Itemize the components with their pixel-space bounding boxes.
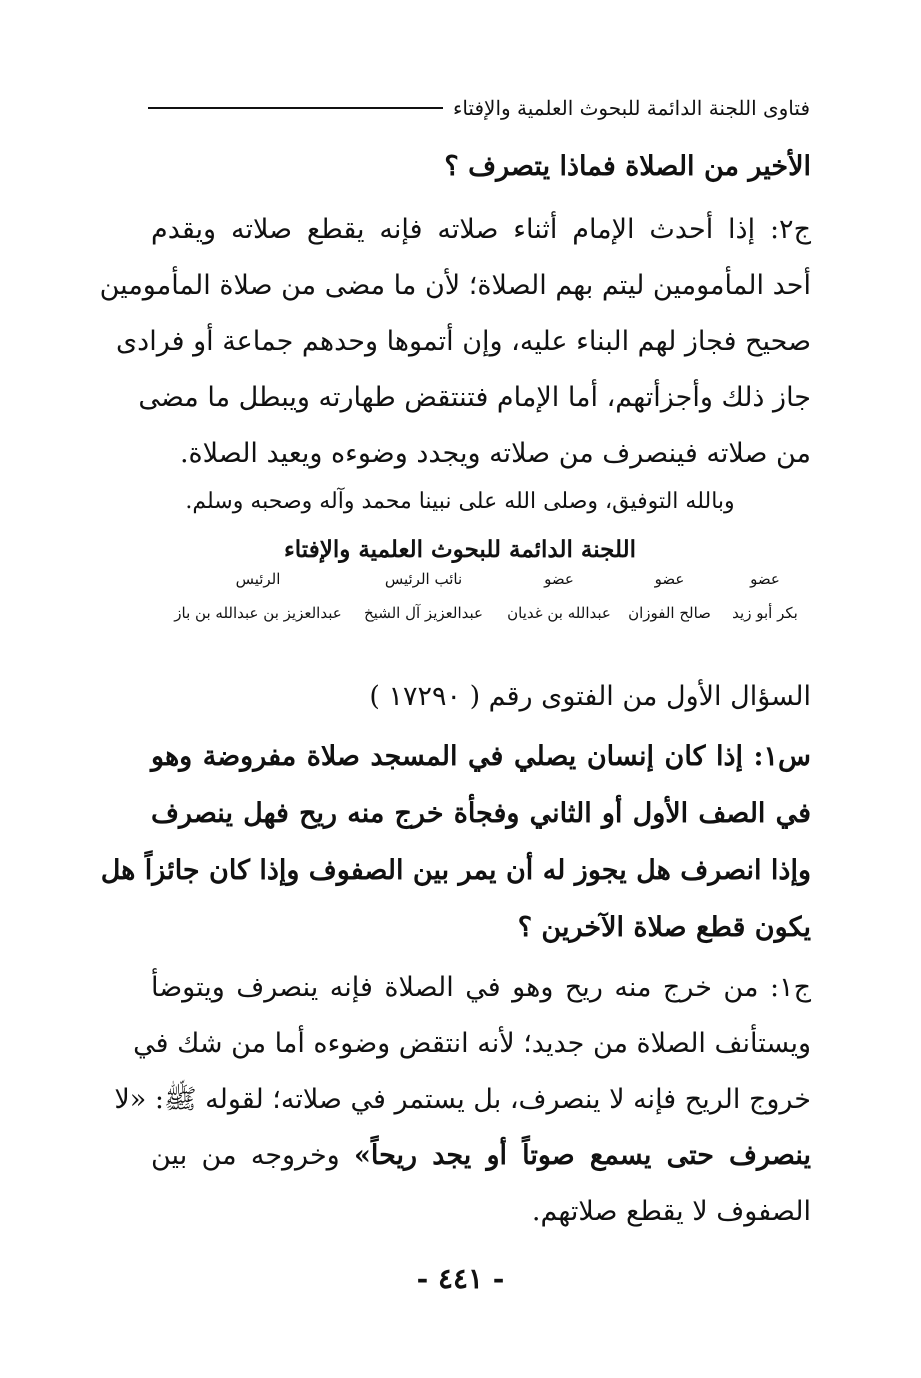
answer-2-line-1: ج٢: إذا أحدث الإمام أثناء صلاته فإنه يقطع صلاته ويقدم bbox=[151, 214, 811, 245]
running-header bbox=[148, 88, 810, 128]
question-1-line-1: س١: إذا كان إنسان يصلي في المسجد صلاة مفروضة وهو bbox=[151, 741, 811, 772]
answer-1-line-2: ويستأنف الصلاة من جديد؛ لأنه انتقض وضوءه أما من شك في bbox=[133, 1028, 811, 1059]
signature-roles bbox=[168, 570, 810, 596]
hadith-quote: ينصرف حتى يسمع صوتاً أو يجد ريحاً» bbox=[354, 1140, 812, 1171]
role-member-3: عضو bbox=[544, 570, 574, 588]
role-president: الرئيس bbox=[235, 570, 281, 588]
answer-2-line-5: من صلاته فينصرف من صلاته ويجدد وضوءه ويعيد الصلاة. bbox=[179, 438, 811, 469]
name-member-1: بكر أبو زيد bbox=[732, 604, 798, 622]
question-ending: الأخير من الصلاة فماذا يتصرف ؟ bbox=[444, 151, 811, 182]
question-1-line-3: وإذا انصرف هل يجوز له أن يمر بين الصفوف وإذا كان جائزاً هل bbox=[100, 855, 811, 886]
signature-names bbox=[168, 604, 810, 632]
answer-1-line-3: خروج الريح فإنه لا ينصرف، بل يستمر في صلاته؛ لقوله ﷺ: «لا bbox=[114, 1084, 811, 1115]
question-1-line-2: في الصف الأول أو الثاني وفجأة خرج منه ريح فهل ينصرف bbox=[151, 798, 811, 829]
closing-line: وبالله التوفيق، وصلى الله على نبينا محمد وآله وصحبه وسلم. bbox=[185, 489, 735, 514]
fatwa-heading: السؤال الأول من الفتوى رقم ( ١٧٢٩٠ ) bbox=[369, 681, 811, 712]
answer-2-line-2: أحد المأمومين ليتم بهم الصلاة؛ لأن ما مضى من صلاة المأمومين bbox=[99, 270, 811, 301]
committee-name: اللجنة الدائمة للبحوث العلمية والإفتاء bbox=[283, 536, 637, 563]
page-number: - ٤٤١ - bbox=[416, 1262, 505, 1295]
question-1-line-4: يكون قطع صلاة الآخرين ؟ bbox=[517, 912, 811, 943]
header-rule bbox=[148, 107, 443, 109]
name-president: عبدالعزيز بن عبدالله بن باز bbox=[174, 604, 342, 622]
role-member-2: عضو bbox=[654, 570, 685, 588]
answer-1-line-5: الصفوف لا يقطع صلاتهم. bbox=[531, 1196, 811, 1227]
answer-1-line-1: ج١: من خرج منه ريح وهو في الصلاة فإنه ينصرف ويتوضأ bbox=[151, 972, 811, 1003]
name-member-2: صالح الفوزان bbox=[628, 604, 711, 622]
answer-1-line-4-rest: وخروجه من بين bbox=[151, 1140, 354, 1171]
name-vice-president: عبدالعزيز آل الشيخ bbox=[364, 604, 483, 622]
answer-1-line-4 bbox=[151, 1134, 811, 1178]
name-member-3: عبدالله بن غديان bbox=[507, 604, 611, 622]
answer-2-line-4: جاز ذلك وأجزأتهم، أما الإمام فتنتقض طهارته ويبطل ما مضى bbox=[138, 382, 811, 413]
role-vice-president: نائب الرئيس bbox=[384, 570, 463, 588]
answer-2-line-3: صحيح فجاز لهم البناء عليه، وإن أتموها وحدهم جماعة أو فرادى bbox=[116, 326, 811, 357]
header-title: فتاوى اللجنة الدائمة للبحوث العلمية والإفتاء bbox=[452, 96, 810, 120]
role-member-1: عضو bbox=[750, 570, 780, 588]
